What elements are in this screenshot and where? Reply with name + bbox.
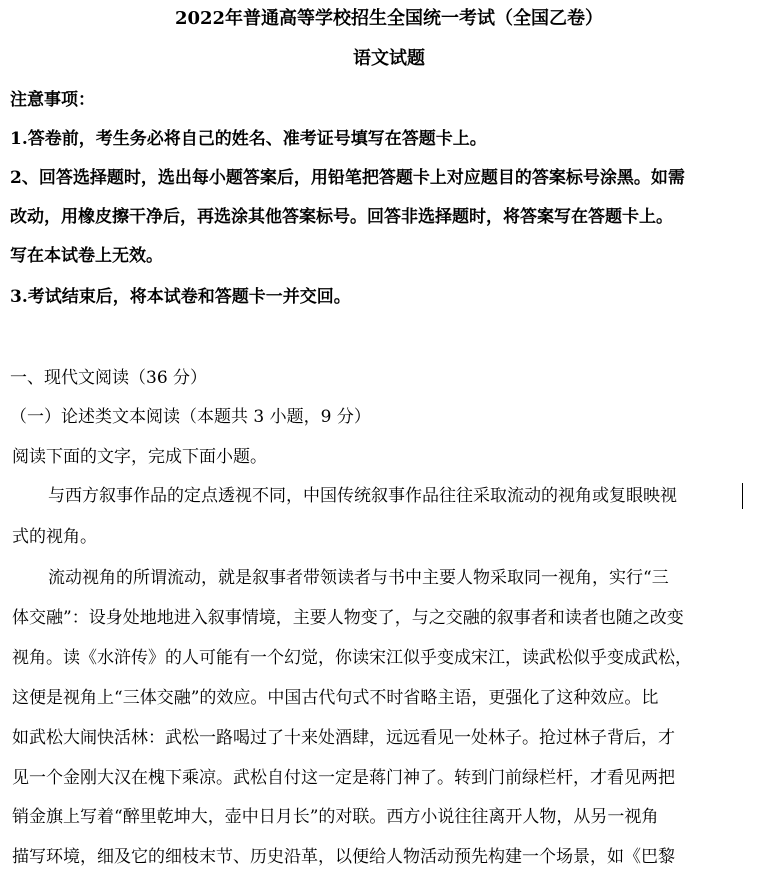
passage-line: 这便是视角上“三体交融”的效应。中国古代句式不时省略主语，更强化了这种效应。比: [12, 688, 659, 708]
passage-line: 如武松大闹快活林：武松一路喝过了十来处酒肆，远远看见一处林子。抢过林子背后，才: [12, 728, 675, 748]
notice-line: 改动，用橡皮擦干净后，再选涂其他答案标号。回答非选择题时，将答案写在答题卡上。: [10, 207, 673, 227]
passage-line: 描写环境，细及它的细枝末节、历史沿革，以便给人物活动预先构建一个场景，如《巴黎: [12, 847, 675, 867]
notice-heading: 注意事项：: [10, 90, 95, 110]
notice-line: 3.考试结束后，将本试卷和答题卡一并交回。: [10, 287, 351, 307]
passage-line: 流动视角的所谓流动，就是叙事者带领读者与书中主要人物采取同一视角，实行“三: [48, 568, 669, 588]
section-subheading: （一）论述类文本阅读（本题共 3 小题，9 分）: [10, 407, 371, 427]
section-heading: 一、现代文阅读（36 分）: [10, 368, 208, 388]
exam-subtitle: 语文试题: [353, 48, 425, 69]
passage-line: 与西方叙事作品的定点透视不同，中国传统叙事作品往往采取流动的视角或复眼映视: [48, 486, 677, 506]
passage-line: 体交融”：设身处地地进入叙事情境，主要人物变了，与之交融的叙事者和读者也随之改变: [12, 608, 684, 628]
passage-line: 式的视角。: [12, 527, 97, 547]
text-cursor: [742, 483, 743, 509]
notice-line: 1.答卷前，考生务必将自己的姓名、准考证号填写在答题卡上。: [10, 129, 487, 149]
exam-title: 2022年普通高等学校招生全国统一考试（全国乙卷）: [174, 8, 604, 29]
passage-line: 视角。读《水浒传》的人可能有一个幻觉，你读宋江似乎变成宋江，读武松似乎变成武松，: [12, 648, 692, 668]
notice-line: 写在本试卷上无效。: [10, 246, 163, 266]
passage-line: 销金旗上写着“醉里乾坤大，壶中日月长”的对联。西方小说往往离开人物，从另一视角: [12, 807, 659, 827]
section-instruction: 阅读下面的文字，完成下面小题。: [12, 447, 267, 467]
passage-line: 见一个金刚大汉在槐下乘凉。武松自付这一定是蒋门神了。转到门前绿栏杆，才看见两把: [12, 768, 675, 788]
notice-line: 2、回答选择题时，选出每小题答案后，用铅笔把答题卡上对应题目的答案标号涂黑。如需: [10, 168, 685, 188]
